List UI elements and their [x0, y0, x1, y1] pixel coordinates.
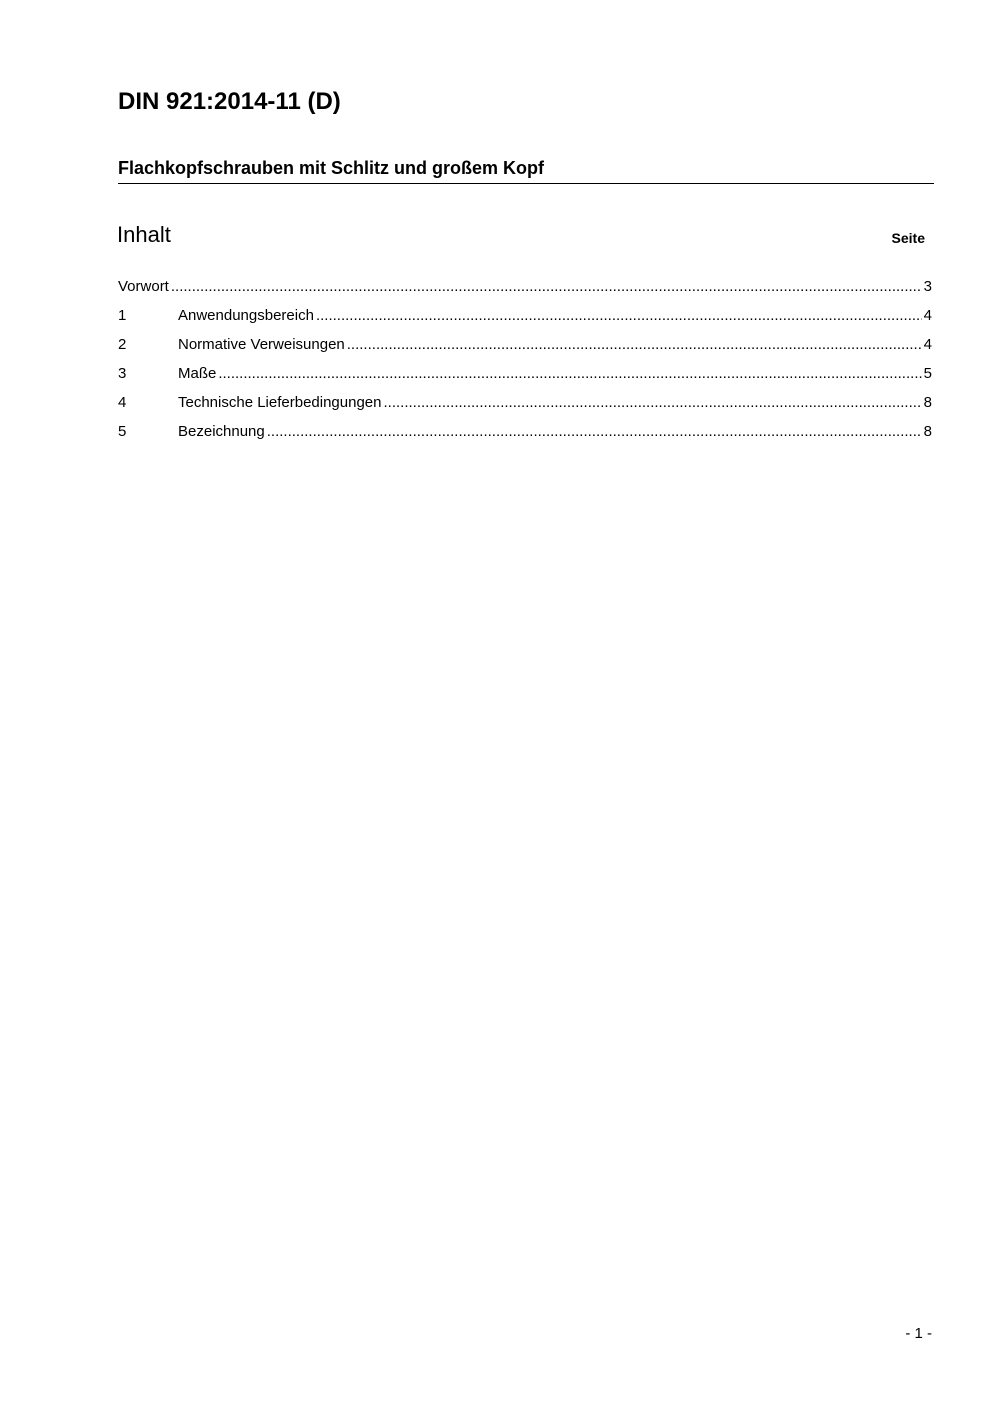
toc-entry-page: 5: [923, 365, 932, 382]
toc-page-heading: Seite: [891, 230, 925, 246]
document-id: DIN 921:2014-11 (D): [118, 88, 341, 115]
toc-entry-page: 4: [923, 336, 932, 353]
toc-entry-page: 4: [923, 307, 932, 324]
toc-entry-number: 5: [118, 423, 127, 440]
toc-entry-number: 3: [118, 365, 127, 382]
document-title: Flachkopfschrauben mit Schlitz und großem Kopf: [118, 158, 545, 178]
page-number: - 1 -: [905, 1325, 932, 1342]
toc-entry-label[interactable]: Bezeichnung: [178, 423, 265, 440]
toc-entry-bezeichnung[interactable]: [118, 423, 932, 452]
toc-entry-number: 1: [118, 307, 127, 324]
toc-leader: [218, 365, 921, 382]
toc-entry-label[interactable]: Maße: [178, 365, 217, 382]
toc-entry-number: 2: [118, 336, 127, 353]
toc-entry-page: 3: [923, 278, 932, 295]
toc-entry-label[interactable]: Technische Lieferbedingungen: [178, 394, 382, 411]
toc-entry-number: 4: [118, 394, 127, 411]
toc-leader: [384, 394, 922, 411]
toc-entry-technische-lieferbedingungen[interactable]: [118, 394, 932, 423]
toc-leader: [267, 423, 922, 440]
toc-heading: Inhalt: [117, 222, 171, 247]
toc-entry-normative-verweisungen[interactable]: [118, 336, 932, 365]
toc-leader: [316, 307, 922, 324]
toc-entry-anwendungsbereich[interactable]: [118, 307, 932, 336]
toc-entry-page: 8: [923, 394, 932, 411]
toc-entry-page: 8: [923, 423, 932, 440]
toc-entry-label[interactable]: Normative Verweisungen: [178, 336, 345, 353]
toc-entry-label[interactable]: Anwendungsbereich: [178, 307, 314, 324]
toc-entry-masse[interactable]: [118, 365, 932, 394]
toc-entry-label[interactable]: Vorwort: [118, 278, 169, 295]
title-rule: [118, 183, 934, 184]
toc-leader: [171, 278, 922, 295]
table-of-contents: [118, 278, 932, 452]
toc-leader: [347, 336, 922, 353]
toc-entry-vorwort[interactable]: [118, 278, 932, 307]
